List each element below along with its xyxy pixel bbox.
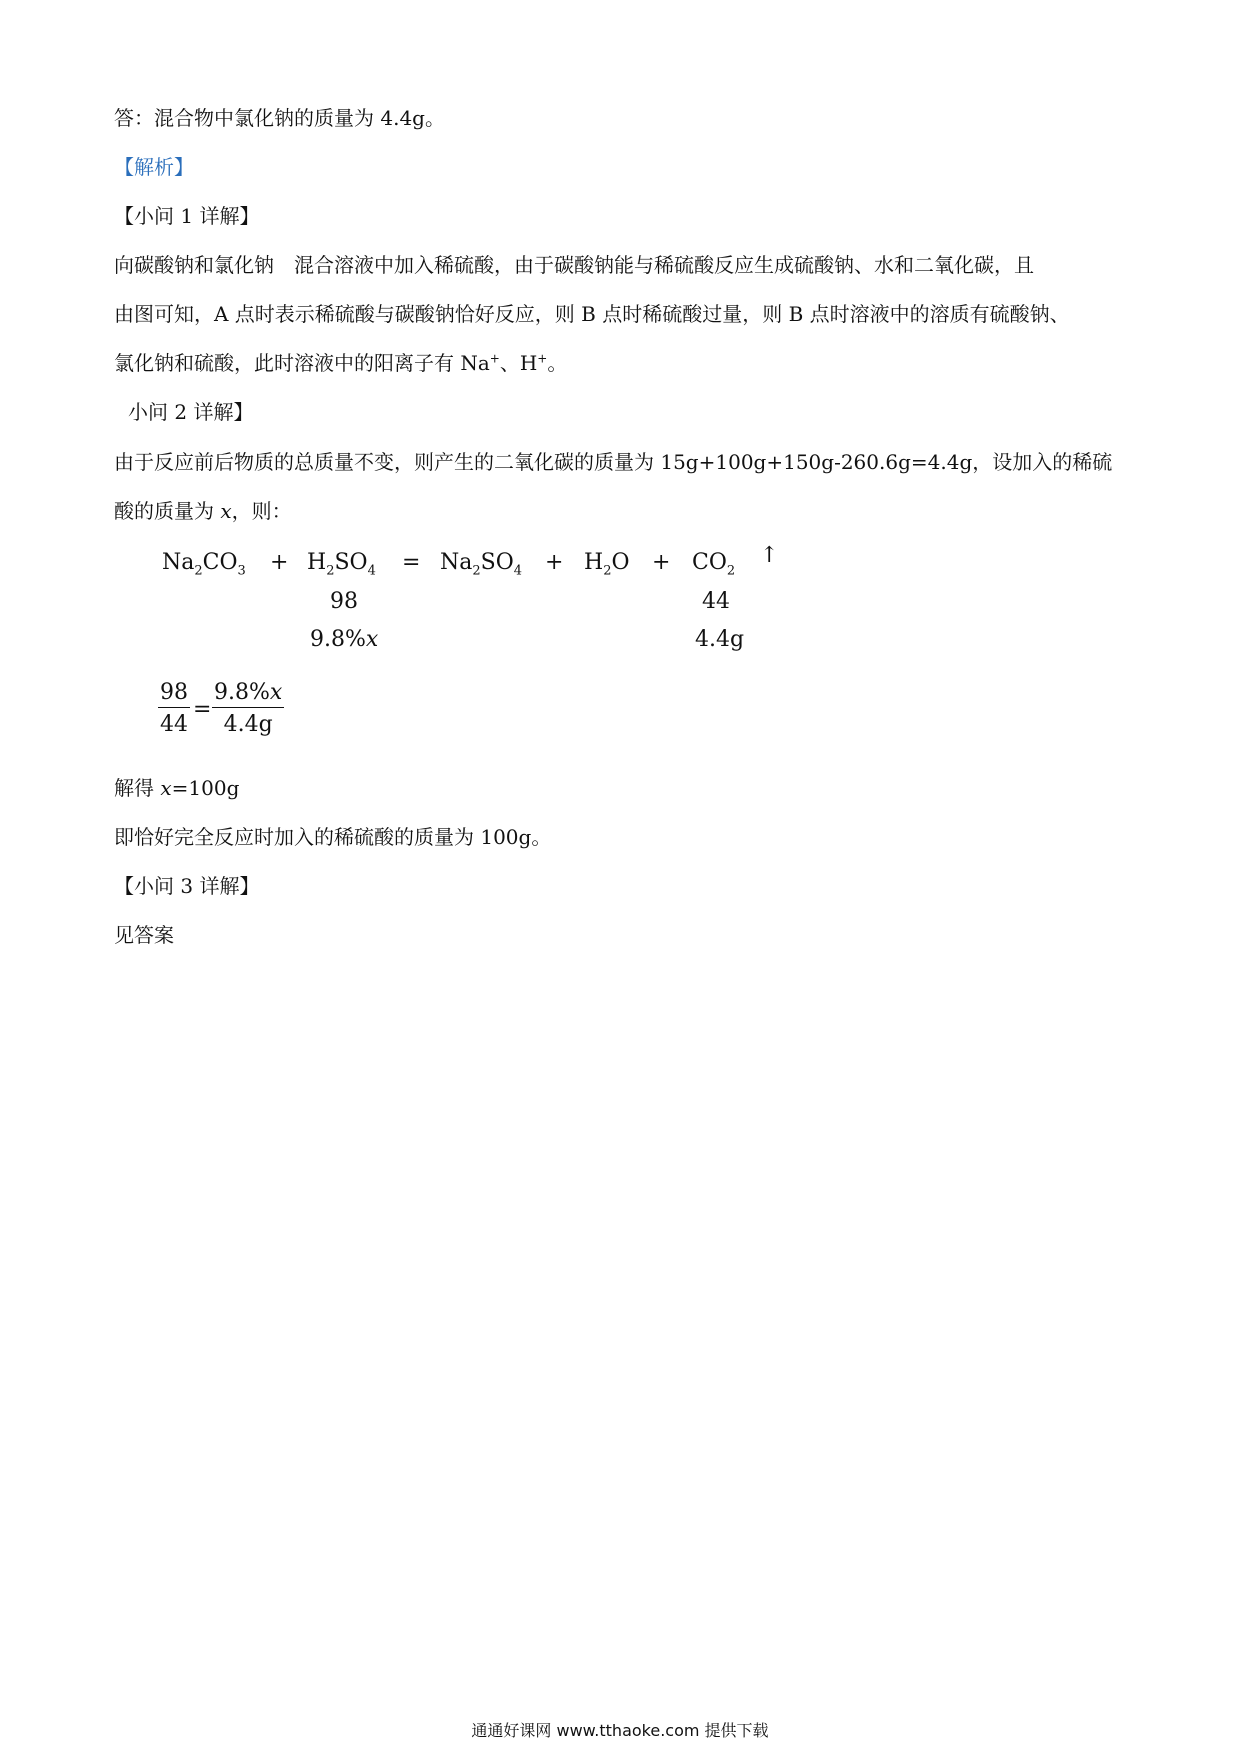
h2so4-part-1: H	[307, 550, 327, 575]
plus-sign-2: +	[545, 550, 564, 575]
na2so4-sub-2: 4	[513, 563, 523, 579]
h2o-part-2: O	[611, 550, 630, 575]
analysis-label: 【解析】	[114, 155, 194, 179]
q1-paragraph-line-1: 向碳酸钠和氯化钠 混合溶液中加入稀硫酸，由于碳酸钠能与稀硫酸反应生成硫酸钠、水和二氧化碳，且	[114, 253, 1034, 277]
solve-result: =100g	[171, 776, 240, 800]
q1-heading: 【小问 1 详解】	[114, 204, 260, 228]
h2o-part-1: H	[584, 550, 604, 575]
na2so4-part-1: Na	[440, 550, 473, 575]
mass-h2so4-variable: x	[365, 627, 379, 652]
q1-line3-text-2: 、H	[499, 351, 538, 375]
fraction-left-numerator: 98	[158, 680, 190, 708]
formula-h2o	[584, 550, 630, 579]
na2co3-sub-2: 3	[237, 563, 246, 579]
q2-line2-end: ，则：	[231, 499, 292, 523]
na2so4-sub-1: 2	[472, 563, 481, 579]
equals-sign: =	[402, 550, 421, 575]
fraction-left	[158, 680, 190, 737]
solve-line	[114, 774, 239, 802]
mass-co2: 4.4g	[695, 627, 745, 652]
h2so4-sub-1: 2	[326, 563, 335, 579]
page-footer: 通通好课网 www.tthaoke.com 提供下载	[471, 1721, 769, 1740]
plus-sign-1: +	[270, 550, 289, 575]
q1-paragraph-line-2: 由图可知，A 点时表示稀硫酸与碳酸钠恰好反应，则 B 点时稀硫酸过量，则 B 点时溶液中的溶质有硫酸钠、	[114, 302, 1070, 326]
molar-mass-h2so4: 98	[330, 589, 358, 614]
fraction-right-numerator-value: 9.8%	[214, 680, 270, 705]
answer-text: 答：混合物中氯化钠的质量为 4.4g。	[114, 106, 445, 130]
conclusion-line: 即恰好完全反应时加入的稀硫酸的质量为 100g。	[114, 825, 552, 849]
q3-heading: 【小问 3 详解】	[114, 874, 260, 898]
h2so4-part-2: SO	[334, 550, 368, 575]
solve-text: 解得	[114, 776, 161, 800]
fraction-right	[212, 680, 284, 737]
h-charge: +	[537, 351, 548, 366]
q1-line3-text: 氯化钠和硫酸，此时溶液中的阳离子有 Na	[114, 351, 490, 375]
q2-paragraph-line-1: 由于反应前后物质的总质量不变，则产生的二氧化碳的质量为 15g+100g+150g-260.6g=4.4g，设加入的稀硫	[114, 450, 1113, 474]
q2-paragraph-line-2	[114, 497, 292, 525]
fraction-right-numerator-variable: x	[269, 680, 283, 705]
gas-arrow-icon: ↑	[760, 543, 779, 568]
na2co3-sub-1: 2	[194, 563, 203, 579]
mass-h2so4-value: 9.8%	[310, 627, 366, 652]
q2-heading: 小问 2 详解】	[128, 400, 254, 424]
na-charge: +	[489, 351, 500, 366]
answer-line	[114, 104, 445, 132]
mass-h2so4	[310, 627, 378, 652]
h2so4-sub-2: 4	[367, 563, 376, 579]
q1-paragraph-line-3	[114, 349, 567, 377]
solve-variable: x	[160, 776, 172, 800]
molar-mass-co2: 44	[702, 589, 730, 614]
plus-sign-3: +	[652, 550, 671, 575]
q2-line2-text: 酸的质量为	[114, 499, 221, 523]
h2o-sub-1: 2	[603, 563, 612, 579]
q3-answer: 见答案	[114, 923, 174, 947]
fraction-left-denominator: 44	[160, 712, 188, 737]
na2co3-part-2: CO	[202, 550, 238, 575]
variable-x: x	[220, 499, 232, 523]
co2-part-1: CO	[692, 550, 727, 575]
formula-na2co3	[162, 550, 246, 579]
q1-line3-end: 。	[547, 351, 568, 375]
fraction-equals: =	[193, 697, 212, 722]
fraction-right-denominator: 4.4g	[223, 712, 273, 737]
formula-co2	[692, 550, 736, 579]
formula-na2so4	[440, 550, 523, 579]
na2so4-part-2: SO	[480, 550, 514, 575]
na2co3-part-1: Na	[162, 550, 195, 575]
co2-sub-1: 2	[726, 563, 736, 579]
formula-h2so4	[307, 550, 376, 579]
fraction-right-numerator	[212, 680, 284, 708]
